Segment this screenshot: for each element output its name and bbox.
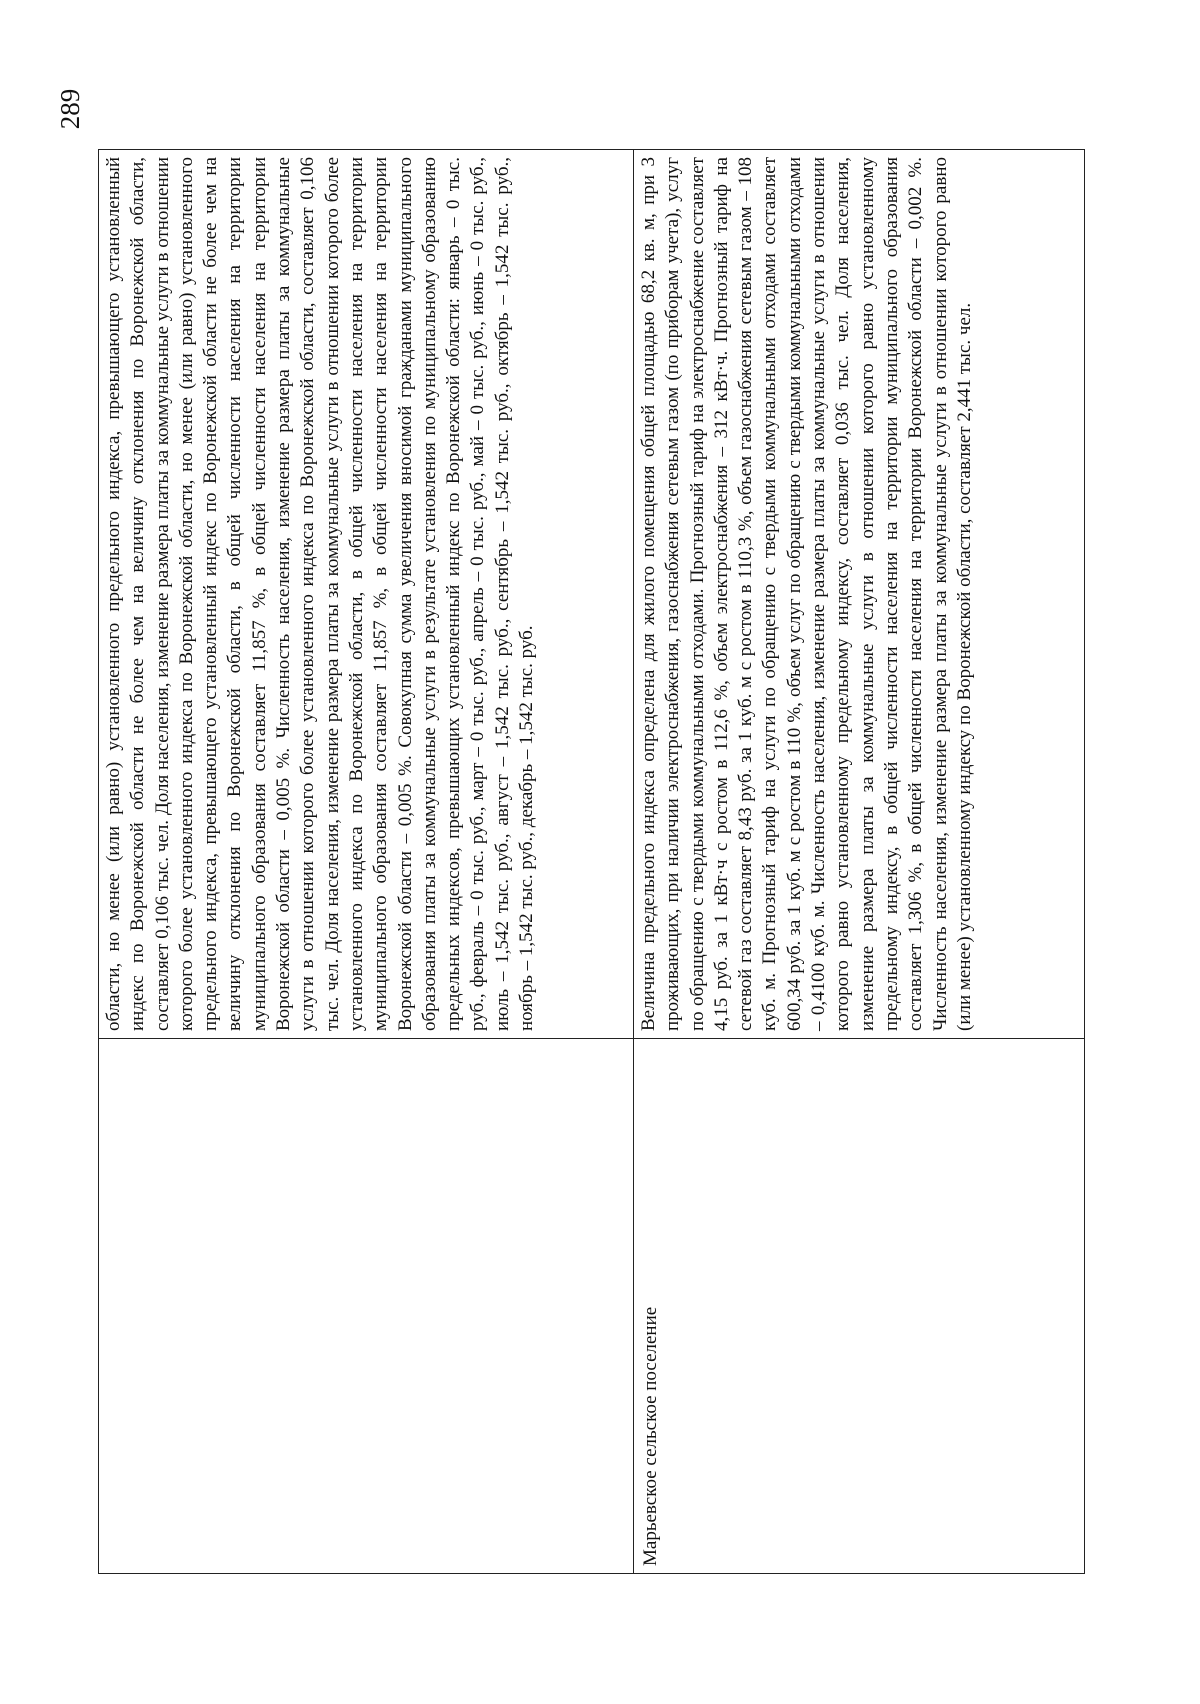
- page-number: 289: [55, 88, 85, 130]
- description-cell: области, но менее (или равно) установленного предельного индекса, превышающего установленный индекс по Воронежской области не более чем на величину отклонения по Воронежской области, составляет 0,106 тыс. чел. Доля населения, изменение размера платы за коммунальные услуги в отношении которого более установленного индекса по Воронежской области, но менее (или равно) установленного предельного индекса, превышающего установленный индекс по Воронежской области не более чем на величину отклонения по Воронежской области, в общей численности населения на территории муниципального образования составляет 11,857 %, в общей численности населения на территории Воронежской области – 0,005 %. Численность населения, изменение размера платы за коммунальные услуги в отношении которого более установленного индекса по Воронежской области, составляет 0,106 тыс. чел. Доля населения, изменение размера платы за коммунальные услуги в отношении которого более установленного индекса по Воронежской области, в общей численности населения на территории муниципального образования составляет 11,857 %, в общей численности населения на территории Воронежской области – 0,005 %. Совокупная сумма увеличения вносимой гражданами муниципального образования платы за коммунальные услуги в результате установления по муниципальному образованию предельных индексов, превышающих установленный индекс по Воронежской области: январь – 0 тыс. руб., февраль – 0 тыс. руб., март – 0 тыс. руб., апрель – 0 тыс. руб., май – 0 тыс. руб., июнь – 0 тыс. руб., июль – 1,542 тыс. руб., август – 1,542 тыс. руб., сентябрь – 1,542 тыс. руб., октябрь – 1,542 тыс. руб., ноябрь – 1,542 тыс. руб., декабрь – 1,542 тыс. руб.: [99, 150, 634, 1039]
- rotated-page: [50, 64, 1084, 1584]
- tariff-index-table: [98, 149, 1085, 1574]
- settlement-name-cell: [99, 1039, 634, 1574]
- settlement-name-cell: Марьевское сельское поселение: [634, 1039, 1085, 1574]
- table-row: [99, 150, 634, 1574]
- description-cell: Величина предельного индекса определена для жилого помещения общей площадью 68,2 кв. м, при 3 проживающих, при наличии электроснабжения, газоснабжения сетевым газом (по приборам учета), услуг по обращению с твердыми коммунальными отходами. Прогнозный тариф на электроснабжение составляет 4,15 руб. за 1 кВт·ч с ростом в 112,6 %, объем электроснабжения – 312 кВт·ч. Прогнозный тариф на сетевой газ составляет 8,43 руб. за 1 куб. м с ростом в 110,3 %, объем газоснабжения сетевым газом – 108 куб. м. Прогнозный тариф на услуги по обращению с твердыми коммунальными отходами составляет 600,34 руб. за 1 куб. м с ростом в 110 %, объем услуг по обращению с твердыми коммунальными отходами – 0,4100 куб. м. Численность населения, изменение размера платы за коммунальные услуги в отношении которого равно установленному предельному индексу, составляет 0,036 тыс. чел. Доля населения, изменение размера платы за коммунальные услуги в отношении которого равно установленному предельному индексу, в общей численности населения на территории муниципального образования составляет 1,306 %, в общей численности населения на территории Воронежской области – 0,002 %. Численность населения, изменение размера платы за коммунальные услуги в отношении которого равно (или менее) установленному индексу по Воронежской области, составляет 2,441 тыс. чел.: [634, 150, 1085, 1039]
- table-row: [634, 150, 1085, 1574]
